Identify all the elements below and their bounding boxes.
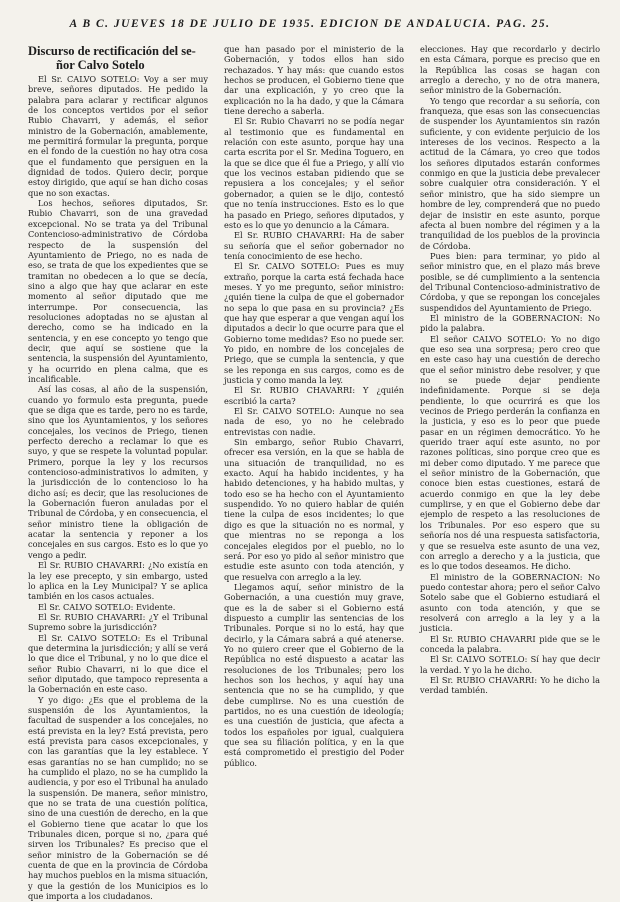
paragraph: El Sr. RUBIO CHAVARRI: Y ¿quién escribió la carta? [224,385,404,406]
column-3 [420,44,600,814]
article-title-line-2: ñor Calvo Sotelo [56,58,145,72]
paragraph: El Sr. CALVO SOTELO: Sí hay que decir la verdad. Y yo la he dicho. [420,654,600,675]
paragraph: El Sr. RUBIO CHAVARRI: Yo he dicho la verdad también. [420,674,600,696]
paragraph: que han pasado por el ministerio de la Gobernación, y todos ellos han sido rechazados. Y hay más: que cuando estos hechos se producen, el Gobierno tiene que dar una explicación, y yo creo que la explicación no la ha dado, y que la Cámara tiene derecho a saberla. [224,44,404,117]
paragraph: Sin embargo, señor Rubio Chavarri, ofrecer esa versión, en la que se habla de una situación de tranquilidad, no es exacto. Aquí ha habido incidentes, y ha habido detenciones, y ha habido multas, y todo eso se ha hecho con el Ayuntamiento suspendido. Yo no quiero hablar de quién tiene la culpa de esos incidentes; lo que digo es que la situación no es normal, y que mientras no se reponga a los concejales elegidos por el pueblo, no lo será. Por eso yo pido al señor ministro que estudie este asunto con toda atención, y que resuelva con arreglo a la ley. [224,437,404,582]
paragraph: El Sr. Rubio Chavarri no se podía negar al testimonio que es fundamental en relación con este asunto, porque hay una carta escrita por el Sr. Medina Toguero, en la que se dice que él fue a Priego, y allí vio que los vecinos estaban pidiendo que se repusiera a los concejales; y el señor gobernador, a quien se le dijo, contestó que no tenía instrucciones. Esto es lo que ha pasado en Priego, señores diputados, y esto es lo que yo denuncio a la Cámara. [224,116,404,230]
paragraph: El Sr. RUBIO CHAVARRI pide que se le conceda la palabra. [420,633,600,654]
paragraph: El Sr. RUBIO CHAVARRI: ¿No existía en la ley ese precepto, y sin embargo, usted lo aplica en la Ley Municipal? Y se aplica también en los casos actuales. [28,560,208,602]
paragraph: Así las cosas, al año de la suspensión, cuando yo formulo esta pregunta, puede que se diga que es tarde, pero no es tarde, sino que los Ayuntamientos, y los señores concejales, los vecinos de Priego, tienen perfecto derecho a reclamar lo que es suyo, y que se respete la voluntad popular. Primero, porque la ley y los recursos contencioso-administrativos lo admiten, y la jurisdicción de lo contencioso lo ha dicho así; es decir, que las resoluciones de la Gobernación fueron anuladas por el Tribunal de Córdoba, y en consecuencia, el señor ministro tiene la obligación de acatar la sentencia y reponer a los concejales en sus cargos. Esto es lo que yo vengo a pedir. [28,384,208,560]
paragraph: Y yo digo: ¿Es que el problema de la suspensión de los Ayuntamientos, la facultad de suspender a los concejales, no está prevista en la ley? Está prevista, pero está prevista para casos excepcionales, y con las garantías que la ley establece. Y esas garantías no se han cumplido; no se ha cumplido el plazo, no se ha cumplido la audiencia, y por eso el Tribunal ha anulado la suspensión. De manera, señor ministro, que no se trata de una cuestión política, sino de una cuestión de derecho, en la que el Gobierno tiene que acatar lo que los Tribunales dicen, porque si no, ¿para qué sirven los Tribunales? Es preciso que el señor ministro de la Gobernación se dé cuenta de que en la provincia de Córdoba hay muchos pueblos en la misma situación, y que la gestión de los Municipios es lo que importa a los ciudadanos. [28,694,208,902]
page-header: A B C. JUEVES 18 DE JULIO DE 1935. EDICION DE ANDALUCIA. PAG. 25. [69,18,551,30]
paragraph: El Sr. RUBIO CHAVARRI: Ha de saber su señoría que el señor gobernador no tenía conocimiento de ese hecho. [224,230,404,261]
column-1 [28,44,208,902]
paragraph: El Sr. CALVO SOTELO: Voy a ser muy breve, señores diputados. He pedido la palabra para aclarar y rectificar algunos de los conceptos vertidos por el señor Rubio Chavarri, y además, el señor ministro de la Gobernación, amablemente, me permitirá formular la pregunta, porque en el fondo de la cuestión no hay otra cosa que el fundamento que persiguen en la dignidad de todos. Quiero decir, porque estoy dirigido, que aquí se han dicho cosas que no son exactas. [28,74,208,198]
paragraph: El Sr. CALVO SOTELO: Evidente. [38,601,176,612]
paragraph: elecciones. Hay que recordarlo y decirlo en esta Cámara, porque es preciso que en la República las cosas se hagan con arreglo a derecho, y no de otra manera, señor ministro de la Gobernación. [420,44,600,96]
paragraph: El Sr. CALVO SOTELO: Pues es muy extraño, porque la carta está fechada hace meses. Y yo me pregunto, señor ministro: ¿quién tiene la culpa de que el gobernador no sepa lo que pasa en su provincia? ¿Es que hay que esperar a que vengan aquí los diputados a decir lo que ocurre para que el Gobierno tome medidas? Eso no puede ser. Yo pido, en nombre de los concejales de Priego, que se cumpla la sentencia, y que se les reponga en sus cargos, como es de justicia y como manda la ley. [224,261,404,385]
paragraph: El Sr. CALVO SOTELO: Aunque no sea nada de eso, yo no he celebrado entrevistas con nadie. [224,406,404,437]
paragraph: El señor CALVO SOTELO: Yo no digo que eso sea una sorpresa; pero creo que en este caso hay una cuestión de derecho que el señor ministro debe resolver, y que no se puede dejar pendiente indefinidamente. Porque si se deja pendiente, lo que ocurrirá es que los vecinos de Priego perderán la confianza en la justicia, y eso es lo peor que puede pasar en un régimen democrático. Yo he querido traer aquí este asunto, no por razones políticas, sino porque creo que es mi deber como diputado. Y me parece que el señor ministro de la Gobernación, que conoce bien estas cuestiones, estará de acuerdo conmigo en que la ley debe cumplirse, y en que el Gobierno debe dar ejemplo de respeto a las resoluciones de los Tribunales. Por eso espero que su señoría nos dé una respuesta satisfactoria, y que se resuelva este asunto de una vez, con arreglo a derecho y a la justicia, que es lo que todos deseamos. He dicho. [420,333,600,572]
paragraph: Yo tengo que recordar a su señoría, con franqueza, que esas son las consecuencias de suspender los Ayuntamientos sin razón suficiente, y con evidente perjuicio de los intereses de los vecinos. Respecto a la actitud de la Cámara, yo creo que todos los señores diputados estarán conformes conmigo en que la justicia debe prevalecer sobre cualquier otra consideración. Y el señor ministro, que ha sido siempre un hombre de ley, comprenderá que no puedo dejar de insistir en este asunto, porque afecta al buen nombre del régimen y a la tranquilidad de los pueblos de la provincia de Córdoba. [420,95,600,251]
column-2 [224,44,404,814]
paragraph: El Sr. RUBIO CHAVARRI: ¿Y el Tribunal Supremo sobre la jurisdicción? [28,611,208,633]
article-title-line-1: Discurso de rectificación del se- [28,44,196,58]
paragraph: Pues bien: para terminar, yo pido al señor ministro que, en el plazo más breve posible, se dé cumplimiento a la sentencia del Tribunal Contencioso-administrativo de Córdoba, y que se repongan los concejales suspendidos del Ayuntamiento de Priego. [420,250,600,313]
article-title [28,44,208,72]
paragraph: El Sr. CALVO SOTELO: Es el Tribunal que determina la jurisdicción; y allí se verá lo que dice el Tribunal, y no lo que dice el señor Rubio Chavarri, ni lo que dice el señor diputado, que tampoco representa a la Gobernación en este caso. [28,632,208,695]
paragraph: Llegamos aquí, señor ministro de la Gobernación, a una cuestión muy grave, que es la de saber si el Gobierno está dispuesto a cumplir las sentencias de los Tribunales. Porque si no lo está, hay que decirlo, y la Cámara sabrá a qué atenerse. Yo no quiero creer que el Gobierno de la República no esté dispuesto a acatar las resoluciones de los Tribunales; pero los hechos son los hechos, y aquí hay una sentencia que no se ha cumplido, y que debe cumplirse. No es una cuestión de partidos, no es una cuestión de ideología; es una cuestión de justicia, que afecta a todos los españoles por igual, cualquiera que sea su filiación política, y en la que está comprometido el prestigio del Poder público. [224,581,404,768]
paragraph: Los hechos, señores diputados, Sr. Rubio Chavarri, son de una gravedad excepcional. No se trata ya del Tribunal Contencioso-administrativo de Córdoba respecto de la suspensión del Ayuntamiento de Priego, no es nada de eso, se trata de que los expedientes que se tramitan no obedecen a lo que se decía, sino a algo que hay que aclarar en este momento al señor diputado que me interrumpe. Por consecuencia, las resoluciones adoptadas no se ajustan al derecho, como se ha indicado en la sentencia, y en ese concepto yo tengo que decir, que aquí se sostiene que la sentencia, la suspensión del Ayuntamiento, y ha ocurrido en plena calma, que es incalificable. [28,198,208,384]
paragraph: El ministro de la GOBERNACION: No pido la palabra. [420,312,600,334]
paragraph: El ministro de la GOBERNACION: No puedo contestar ahora; pero el señor Calvo Sotelo sabe que el Gobierno estudiará el asunto con toda atención, y que se resolverá con arreglo a la ley y a la justicia. [420,571,600,634]
